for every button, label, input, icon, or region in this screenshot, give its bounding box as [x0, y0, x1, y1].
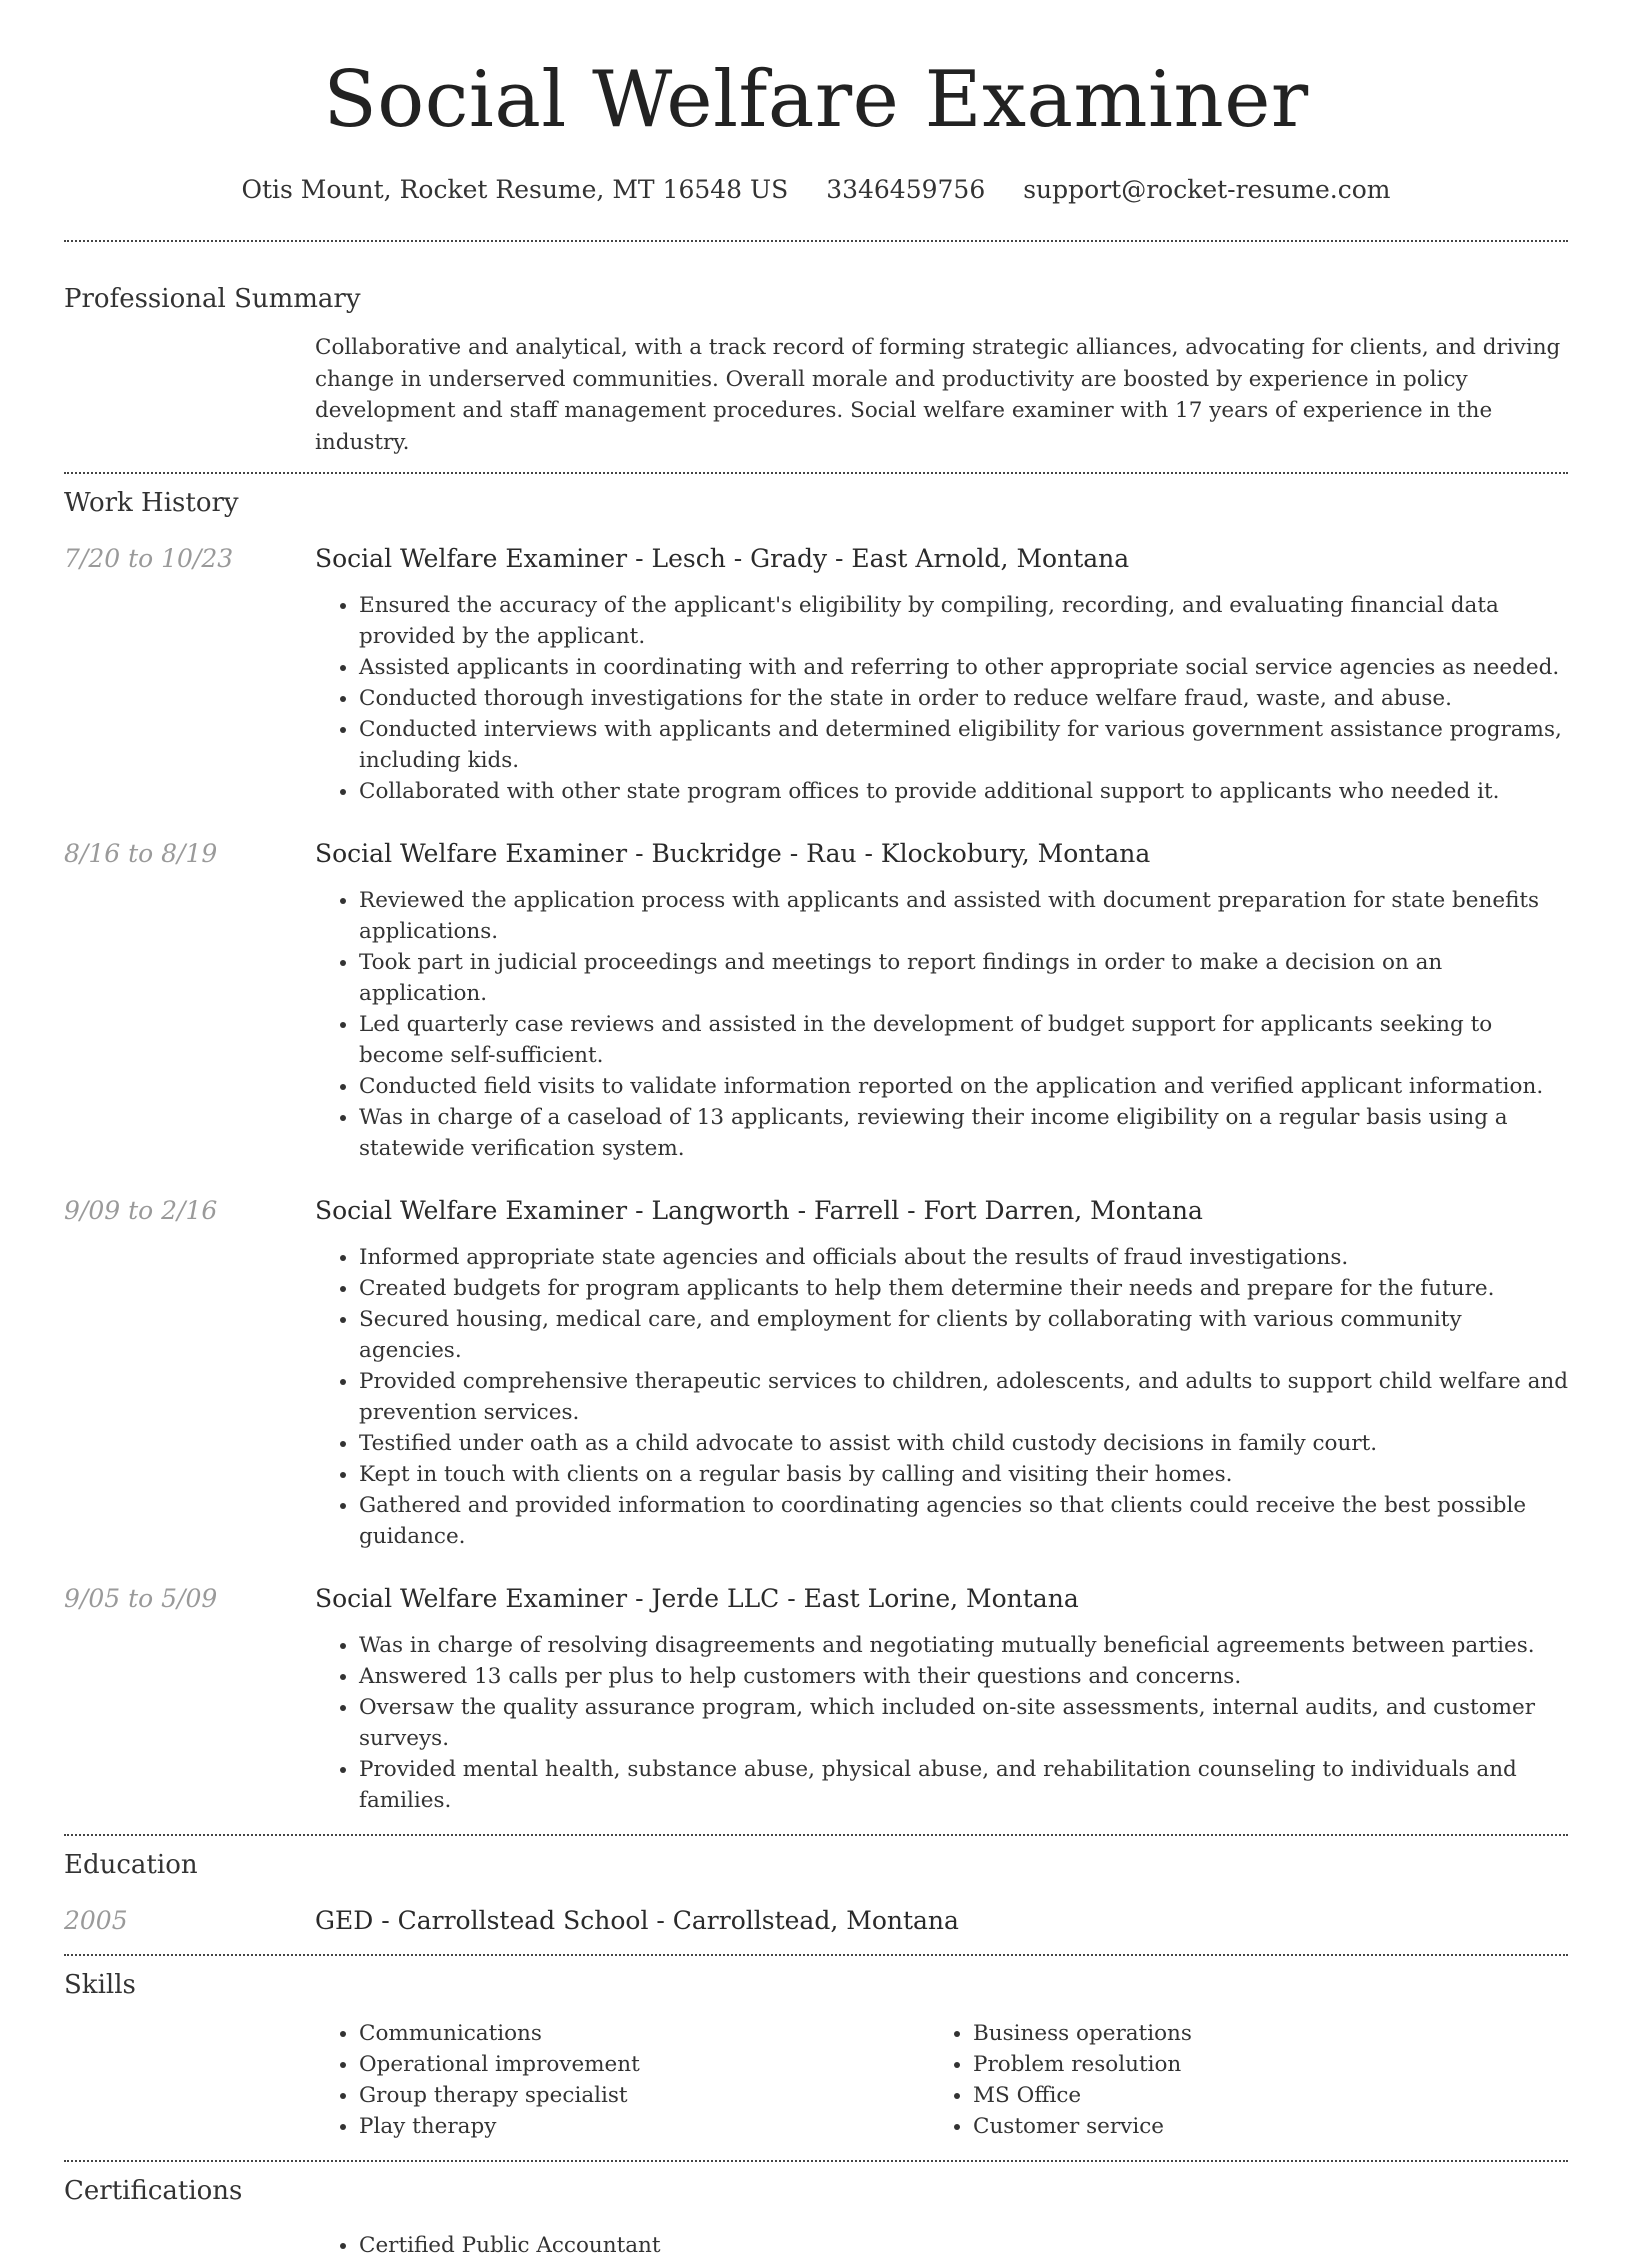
job-body — [315, 837, 1568, 1164]
job-bullets — [315, 590, 1568, 807]
job-title: Social Welfare Examiner - Jerde LLC - East Lorine, Montana — [315, 1584, 1079, 1613]
education-section — [64, 1848, 1568, 1938]
job-bullet: • Conducted field visits to validate information reported on the application and verified applicant information. — [359, 1071, 1568, 1102]
education-year: 2005 — [64, 1906, 128, 1935]
job-bullet: • Kept in touch with clients on a regular basis by calling and visiting their homes. — [359, 1459, 1568, 1490]
skill-item: • Problem resolution — [973, 2049, 1573, 2080]
skill-item: • Customer service — [973, 2111, 1573, 2142]
education-entry — [64, 1904, 1568, 1938]
contact-email: support@rocket-resume.com — [1023, 175, 1391, 204]
job-bullet: • Answered 13 calls per plus to help customers with their questions and concerns. — [359, 1661, 1568, 1692]
resume-name: Social Welfare Examiner — [323, 55, 1309, 145]
job-bullet: • Testified under oath as a child advocate to assist with child custody decisions in family court. — [359, 1428, 1568, 1459]
certifications-list — [315, 2230, 1568, 2261]
section-title-education: Education — [64, 1850, 198, 1880]
contact-address: Otis Mount, Rocket Resume, MT 16548 US — [241, 175, 789, 204]
certifications-section — [64, 2174, 1568, 2261]
divider — [64, 240, 1568, 242]
skill-item: • Group therapy specialist — [359, 2080, 929, 2111]
job-bullet: • Assisted applicants in coordinating with and referring to other appropriate social service agencies as needed. — [359, 652, 1568, 683]
job-bullet: • Oversaw the quality assurance program, which included on-site assessments, internal audits, and customer surveys. — [359, 1692, 1568, 1754]
job-bullet: • Was in charge of resolving disagreements and negotiating mutually beneficial agreements between parties. — [359, 1630, 1568, 1661]
job-bullet: • Was in charge of a caseload of 13 applicants, reviewing their income eligibility on a regular basis using a statewide verification system. — [359, 1102, 1568, 1164]
job-bullet: • Led quarterly case reviews and assisted in the development of budget support for applicants seeking to become self-sufficient. — [359, 1009, 1568, 1071]
divider — [64, 472, 1568, 474]
job-entry — [64, 1582, 1568, 1816]
skills-section — [64, 1968, 1568, 2142]
skill-item: • MS Office — [973, 2080, 1573, 2111]
job-dates: 9/05 to 5/09 — [64, 1584, 218, 1613]
summary-section — [64, 282, 1568, 458]
section-title-summary: Professional Summary — [64, 284, 361, 314]
skill-item: • Communications — [359, 2018, 929, 2049]
job-title: Social Welfare Examiner - Buckridge - Rau - Klockobury, Montana — [315, 839, 1151, 868]
job-entry — [64, 837, 1568, 1164]
job-bullet: • Conducted thorough investigations for the state in order to reduce welfare fraud, waste, and abuse. — [359, 683, 1568, 714]
skills-list-left — [315, 2018, 929, 2142]
certifications-list-wrap — [315, 2230, 1568, 2261]
job-dates: 7/20 to 10/23 — [64, 544, 234, 573]
job-body — [315, 542, 1568, 807]
job-dates: 9/09 to 2/16 — [64, 1196, 218, 1225]
education-detail: GED - Carrollstead School - Carrollstead, Montana — [315, 1906, 959, 1935]
job-bullet: • Reviewed the application process with applicants and assisted with document preparation for state benefits applications. — [359, 885, 1568, 947]
section-title-work: Work History — [64, 488, 239, 518]
skill-item: • Operational improvement — [359, 2049, 929, 2080]
job-entry — [64, 1194, 1568, 1552]
section-title-skills: Skills — [64, 1970, 136, 2000]
job-bullet: • Informed appropriate state agencies and officials about the results of fraud investigations. — [359, 1242, 1568, 1273]
divider — [64, 1834, 1568, 1836]
job-body — [315, 1582, 1568, 1816]
job-bullet: • Collaborated with other state program offices to provide additional support to applicants who needed it. — [359, 776, 1568, 807]
job-bullet: • Provided comprehensive therapeutic services to children, adolescents, and adults to support child welfare and prevention services. — [359, 1366, 1568, 1428]
job-bullets — [315, 885, 1568, 1164]
work-history-section — [64, 486, 1568, 1834]
divider — [64, 2160, 1568, 2162]
job-bullet: • Created budgets for program applicants to help them determine their needs and prepare for the future. — [359, 1273, 1568, 1304]
divider — [64, 1954, 1568, 1956]
job-bullet: • Took part in judicial proceedings and meetings to report findings in order to make a decision on an application. — [359, 947, 1568, 1009]
job-bullet: • Secured housing, medical care, and employment for clients by collaborating with various community agencies. — [359, 1304, 1568, 1366]
job-entry — [64, 542, 1568, 807]
certification-item: • Certified Public Accountant — [359, 2230, 1568, 2261]
job-bullet: • Ensured the accuracy of the applicant's eligibility by compiling, recording, and evaluating financial data provided by the applicant. — [359, 590, 1568, 652]
job-title: Social Welfare Examiner - Langworth - Farrell - Fort Darren, Montana — [315, 1196, 1203, 1225]
contact-line — [64, 170, 1568, 210]
resume-page — [64, 0, 1568, 2261]
section-title-certifications: Certifications — [64, 2176, 243, 2206]
job-bullet: • Gathered and provided information to coordinating agencies so that clients could receive the best possible guidance. — [359, 1490, 1568, 1552]
job-bullet: • Conducted interviews with applicants and determined eligibility for various government assistance programs, including kids. — [359, 714, 1568, 776]
job-bullets — [315, 1630, 1568, 1816]
skills-list-right — [929, 2018, 1573, 2142]
job-bullets — [315, 1242, 1568, 1552]
job-body — [315, 1194, 1568, 1552]
skill-item: • Play therapy — [359, 2111, 929, 2142]
skills-columns — [315, 2018, 1568, 2142]
summary-text: Collaborative and analytical, with a track record of forming strategic alliances, advocating for clients, and driving change in underserved communities. Overall morale and productivity are boosted by experience in policy development and staff management procedures. Social welfare examiner with 17 years of experience in the industry. — [315, 335, 1561, 455]
job-dates: 8/16 to 8/19 — [64, 839, 218, 868]
job-bullet: • Provided mental health, substance abuse, physical abuse, and rehabilitation counseling to individuals and families. — [359, 1754, 1568, 1816]
job-title: Social Welfare Examiner - Lesch - Grady - East Arnold, Montana — [315, 544, 1130, 573]
skill-item: • Business operations — [973, 2018, 1573, 2049]
contact-phone: 3346459756 — [826, 175, 986, 204]
